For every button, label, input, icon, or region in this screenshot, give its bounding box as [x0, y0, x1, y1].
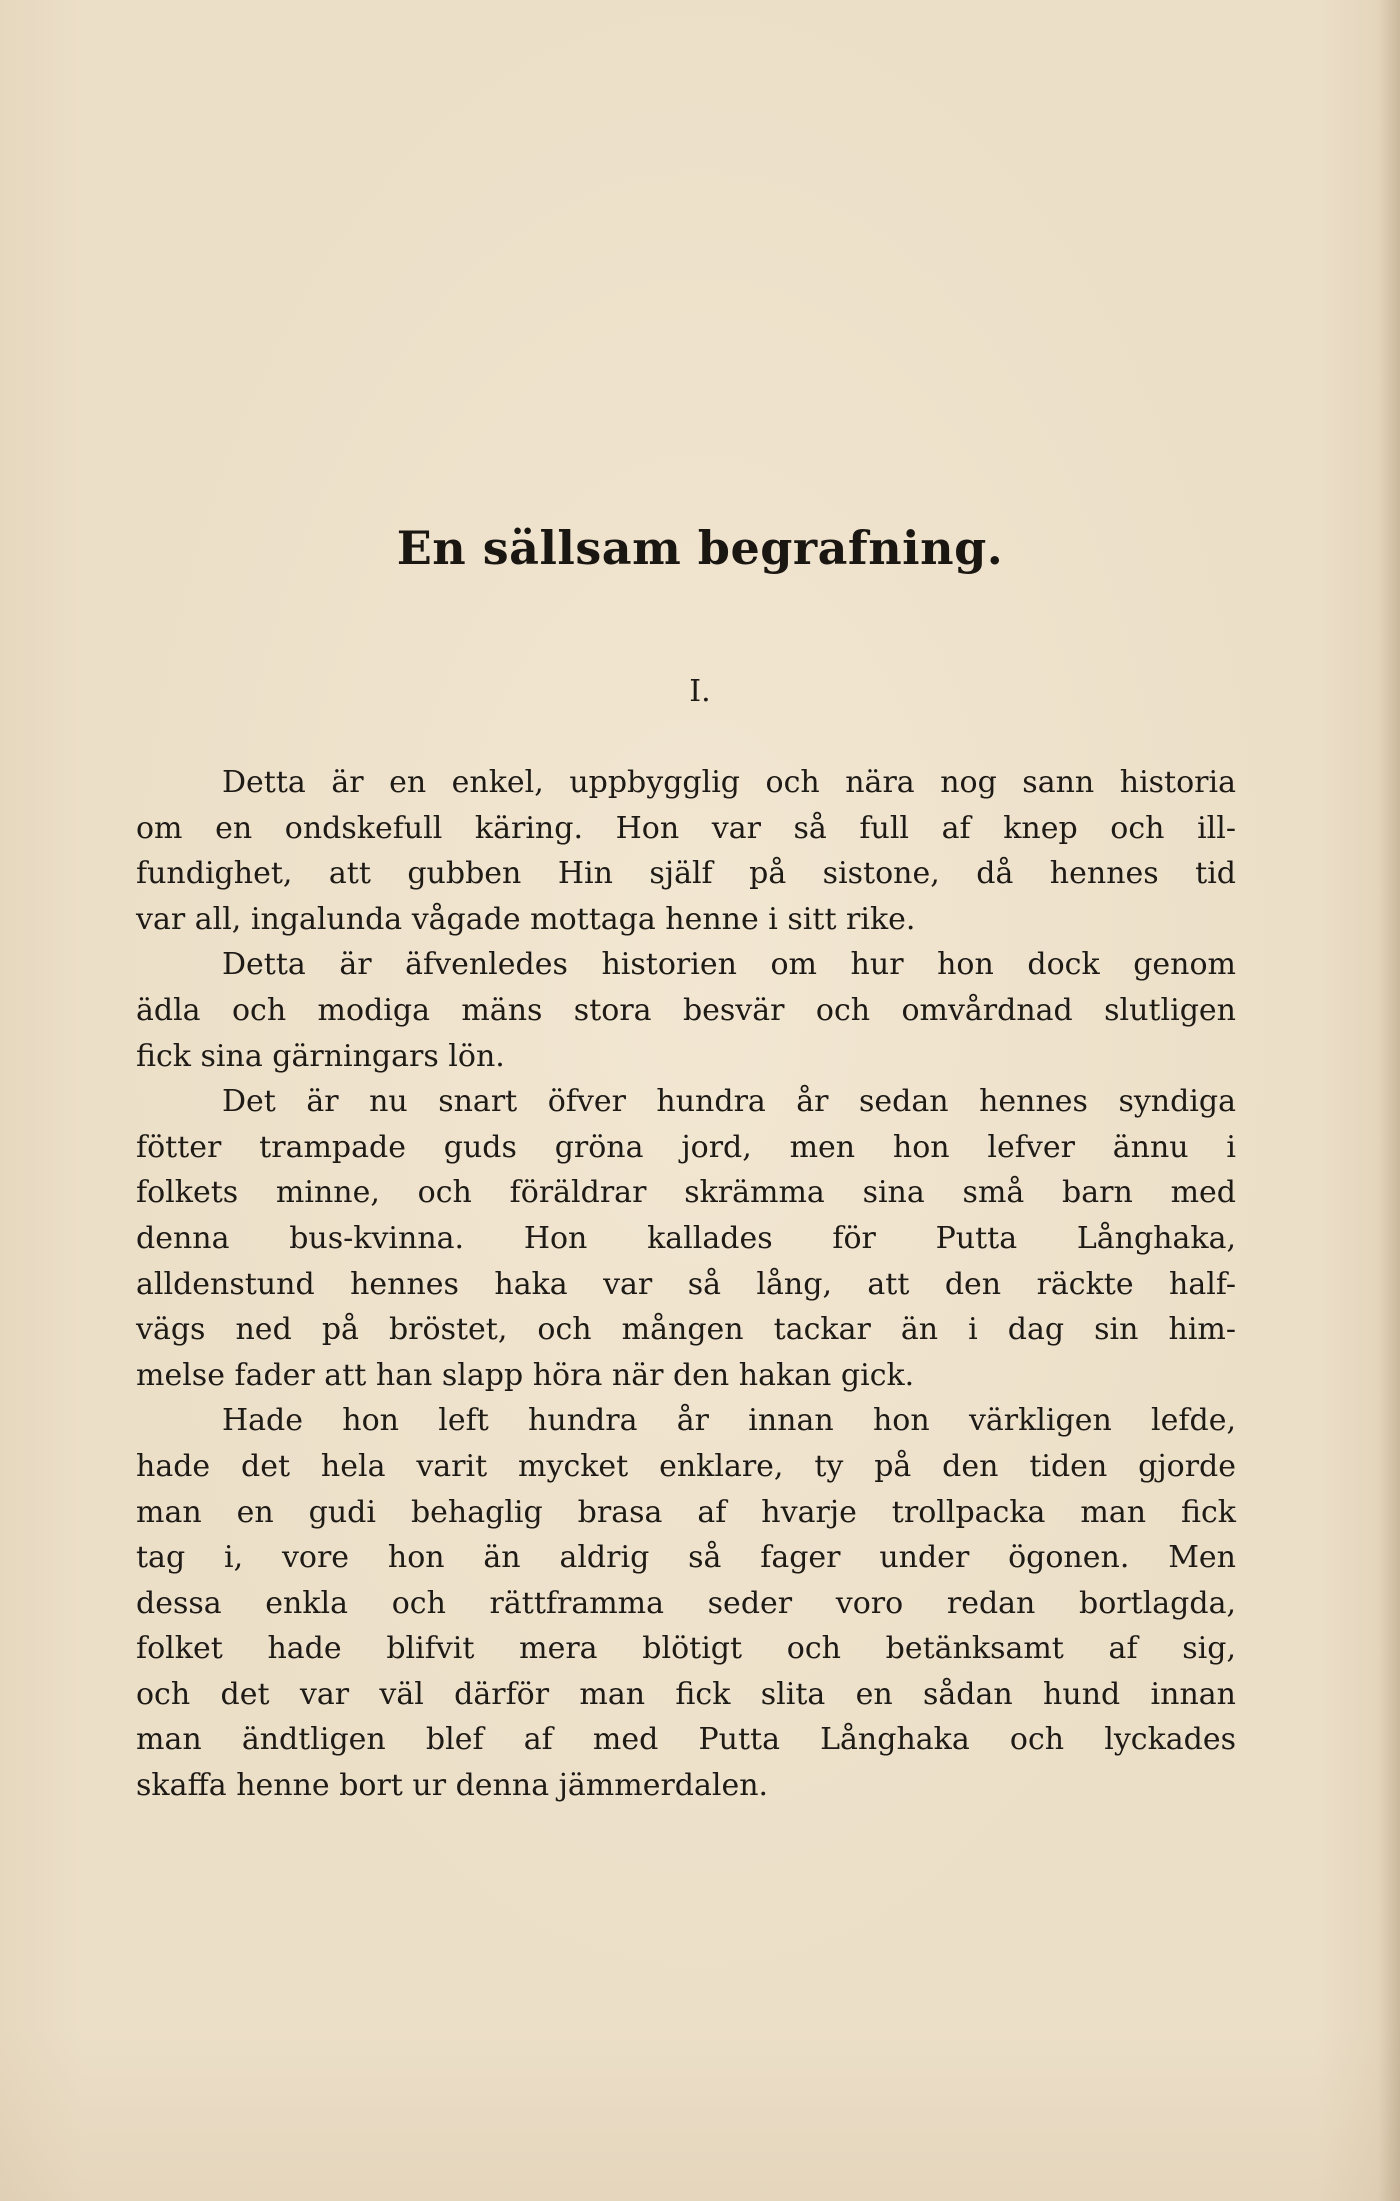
text-line: Detta är en enkel, uppbygglig och nära nog sann historia	[222, 765, 1236, 800]
text-line: hade det hela varit mycket enklare, ty på den tiden gjorde	[136, 1448, 1236, 1484]
text-line: denna bus-kvinna. Hon kallades för Putta Långhaka,	[136, 1220, 1236, 1256]
text-line: man ändtligen blef af med Putta Långhaka och lyckades	[136, 1722, 1236, 1758]
text-line: fundighet, att gubben Hin själf på sistone, då hennes tid	[136, 856, 1236, 892]
chapter-number: I.	[689, 674, 711, 709]
paragraph-2	[136, 942, 1236, 1079]
text-line: Detta är äfvenledes historien om hur hon dock genom	[222, 947, 1236, 983]
story-body	[136, 760, 1236, 1809]
text-line: melse fader att han slapp höra när den hakan gick.	[136, 1357, 915, 1393]
text-line: tag i, vore hon än aldrig så fager under ögonen. Men	[136, 1540, 1236, 1576]
text-line: folkets minne, och föräldrar skrämma sina små barn med	[136, 1175, 1236, 1211]
text-line: alldenstund hennes haka var så lång, att den räckte half-	[136, 1266, 1236, 1302]
paragraph-4	[136, 1398, 1236, 1808]
paragraph-3	[136, 1079, 1236, 1398]
text-line: om en ondskefull käring. Hon var så full af knep och ill-	[136, 810, 1236, 846]
text-line: man en gudi behaglig brasa af hvarje trollpacka man fick	[136, 1494, 1236, 1530]
text-line: var all, ingalunda vågade mottaga henne i sitt rike.	[136, 901, 916, 937]
text-line: Hade hon left hundra år innan hon värkligen lefde,	[222, 1403, 1236, 1439]
text-line: och det var väl därför man fick slita en sådan hund innan	[136, 1676, 1236, 1712]
text-line: fötter trampade guds gröna jord, men hon lefver ännu i	[136, 1129, 1236, 1165]
text-line: dessa enkla och rättframma seder voro redan bortlagda,	[136, 1585, 1236, 1621]
paragraph-1	[136, 760, 1236, 942]
text-line: skaffa henne bort ur denna jämmerdalen.	[136, 1768, 769, 1804]
text-line: vägs ned på bröstet, och mången tackar än i dag sin him-	[136, 1312, 1236, 1348]
text-line: fick sina gärningars lön.	[136, 1038, 505, 1074]
page-edge-shadow	[1378, 0, 1400, 2201]
text-line: ädla och modiga mäns stora besvär och omvårdnad slutligen	[136, 992, 1236, 1028]
story-title: En sällsam begrafning.	[396, 521, 1004, 575]
text-line: folket hade blifvit mera blötigt och betänksamt af sig,	[136, 1631, 1236, 1667]
text-line: Det är nu snart öfver hundra år sedan hennes syndiga	[222, 1084, 1236, 1120]
